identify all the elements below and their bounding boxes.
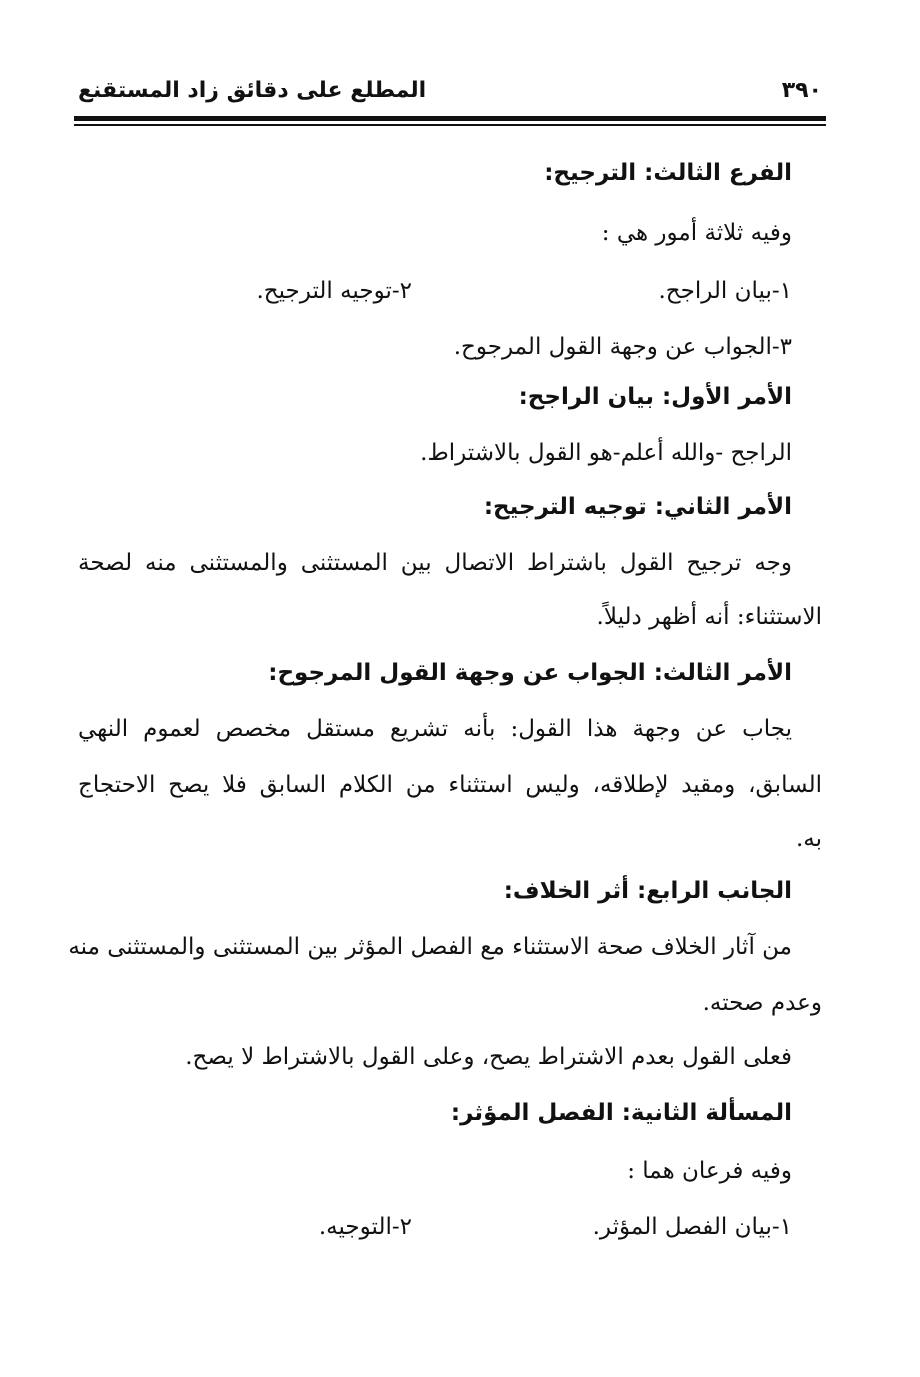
- header-rule-thick: [74, 116, 826, 121]
- list-item: ٢-التوجيه.: [318, 1214, 412, 1240]
- page-number: ٣٩٠: [781, 78, 822, 103]
- header-rule-thin: [74, 124, 826, 126]
- paragraph-line: وفيه فرعان هما :: [627, 1158, 792, 1184]
- section-heading: المسألة الثانية: الفصل المؤثر:: [450, 1100, 792, 1126]
- list-item: ٢-توجيه الترجيح.: [256, 278, 412, 304]
- subsection-heading: الأمر الثالث: الجواب عن وجهة القول المرجوح:: [268, 660, 792, 686]
- list-item: ١-بيان الراجح.: [658, 278, 792, 304]
- paragraph-line: الراجح -والله أعلم-هو القول بالاشتراط.: [420, 440, 792, 466]
- paragraph-line: فعلى القول بعدم الاشتراط يصح، وعلى القول بالاشتراط لا يصح.: [185, 1044, 792, 1070]
- section-heading: الجانب الرابع: أثر الخلاف:: [503, 878, 792, 904]
- running-title: المطلع على دقائق زاد المستقنع: [78, 78, 427, 103]
- list-item: ١-بيان الفصل المؤثر.: [592, 1214, 792, 1240]
- subsection-heading: الأمر الأول: بيان الراجح:: [518, 384, 792, 410]
- paragraph-line: يجاب عن وجهة هذا القول: بأنه تشريع مستقل مخصص لعموم النهي: [78, 716, 792, 742]
- paragraph-line: وجه ترجيح القول باشتراط الاتصال بين المستثنى والمستثنى منه لصحة: [78, 550, 792, 576]
- paragraph-line: وفيه ثلاثة أمور هي :: [601, 220, 792, 246]
- paragraph-line: وعدم صحته.: [702, 990, 822, 1016]
- section-heading: الفرع الثالث: الترجيح:: [544, 160, 792, 186]
- paragraph-line: به.: [795, 826, 822, 852]
- subsection-heading: الأمر الثاني: توجيه الترجيح:: [483, 494, 792, 520]
- paragraph-line: السابق، ومقيد لإطلاقه، وليس استثناء من الكلام السابق فلا يصح الاحتجاج: [78, 772, 822, 798]
- paragraph-line: الاستثناء: أنه أظهر دليلاً.: [596, 604, 822, 630]
- page-header: [78, 78, 822, 112]
- list-item: ٣-الجواب عن وجهة القول المرجوح.: [453, 334, 792, 360]
- paragraph-line: من آثار الخلاف صحة الاستثناء مع الفصل المؤثر بين المستثنى والمستثنى منه: [68, 934, 792, 960]
